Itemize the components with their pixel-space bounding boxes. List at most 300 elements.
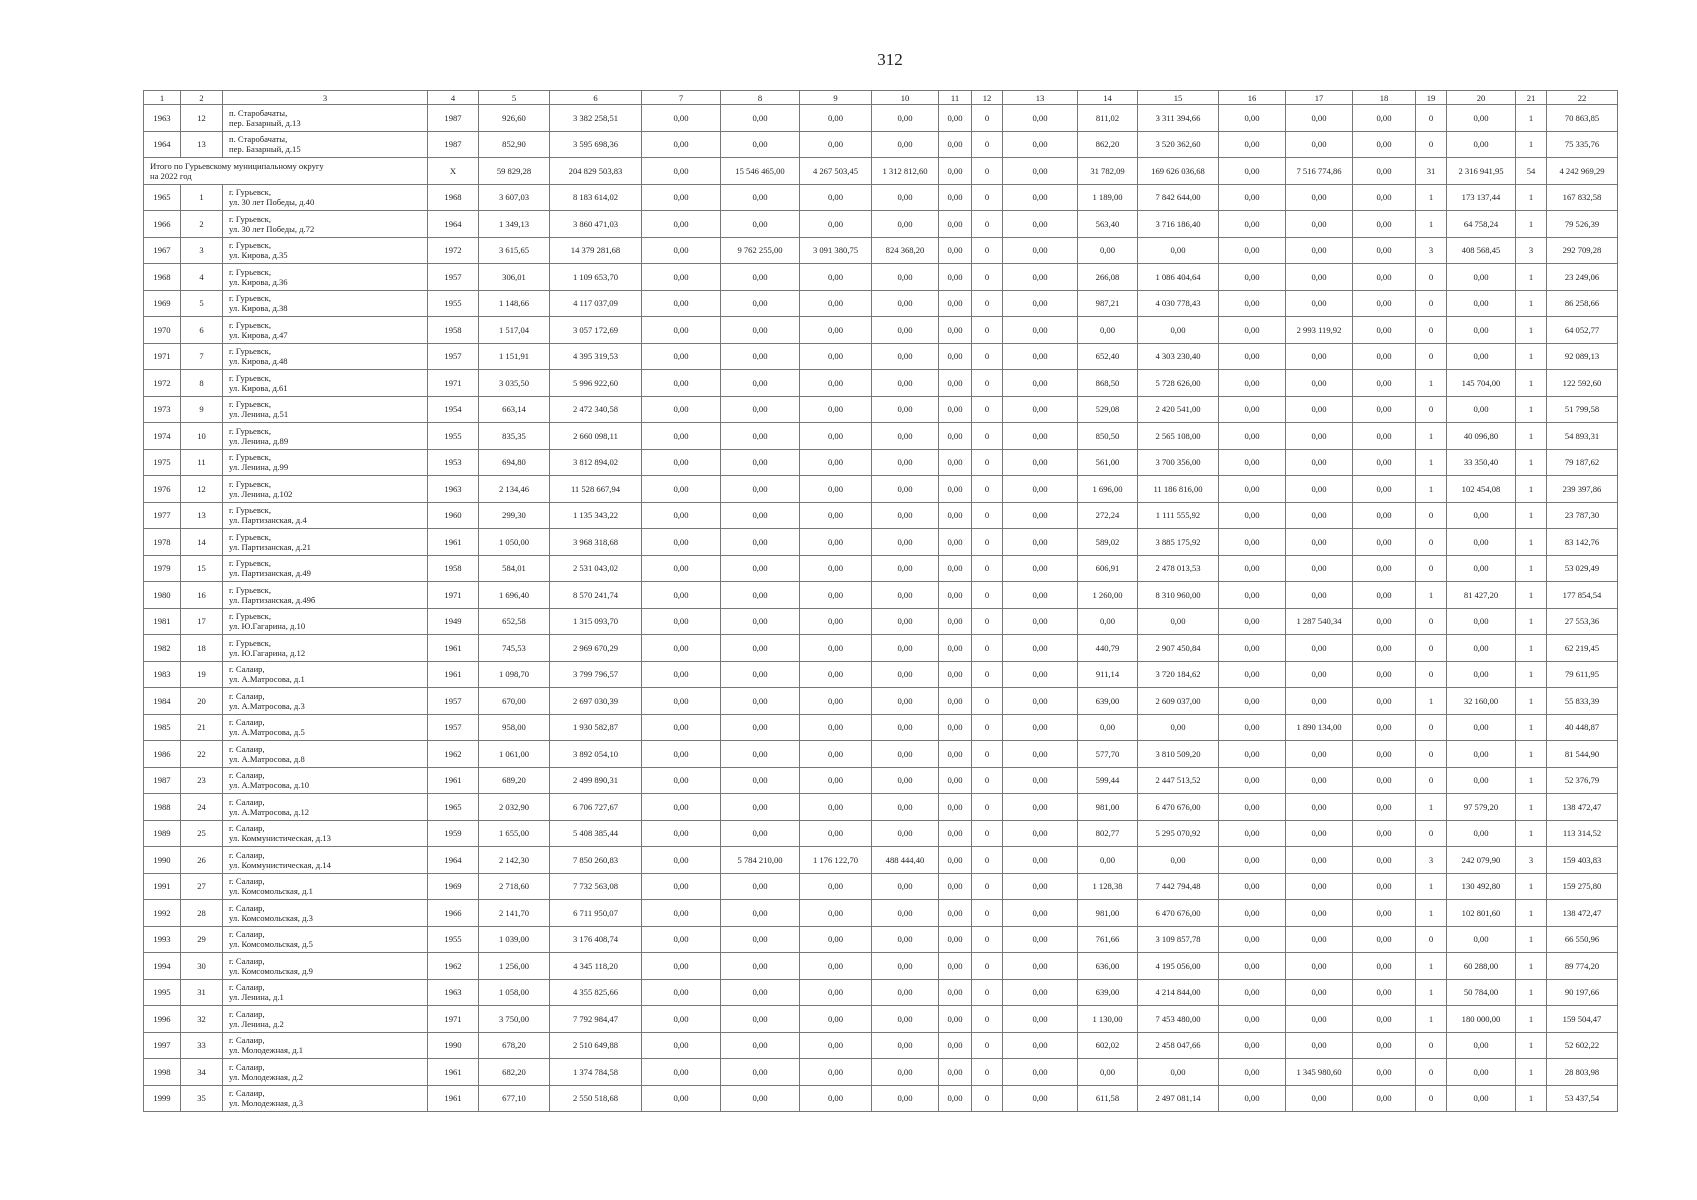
cell-col-7: 0,00: [642, 370, 721, 397]
cell-col-13: 0,00: [1003, 608, 1078, 635]
cell-col-2: 13: [181, 131, 223, 158]
cell-col-16: 0,00: [1219, 396, 1286, 423]
cell-col-11: 0,00: [939, 661, 972, 688]
cell-col-16: 0,00: [1219, 449, 1286, 476]
cell-col-11: 0,00: [939, 767, 972, 794]
cell-col-13: 0,00: [1003, 661, 1078, 688]
cell-col-1: 1987: [144, 767, 181, 794]
cell-col-7: 0,00: [642, 926, 721, 953]
cell-col-21: 1: [1516, 370, 1547, 397]
cell-col-10: 0,00: [872, 979, 939, 1006]
cell-col-9: 0,00: [800, 1059, 872, 1086]
total-cell-col-4: X: [428, 158, 479, 185]
cell-col-22: 159 275,80: [1547, 873, 1618, 900]
cell-col-2: 18: [181, 635, 223, 662]
cell-col-20: 0,00: [1447, 635, 1516, 662]
cell-col-12: 0: [972, 767, 1003, 794]
cell-col-16: 0,00: [1219, 635, 1286, 662]
cell-col-6: 8 570 241,74: [550, 582, 642, 609]
cell-col-9: 0,00: [800, 1085, 872, 1112]
cell-col-6: 7 792 984,47: [550, 1006, 642, 1033]
cell-col-7: 0,00: [642, 794, 721, 821]
total-cell-col-9: 4 267 503,45: [800, 158, 872, 185]
cell-col-14: 1 130,00: [1078, 1006, 1138, 1033]
cell-col-11: 0,00: [939, 847, 972, 874]
cell-col-21: 1: [1516, 449, 1547, 476]
address-cell: г. Гурьевск, ул. 30 лет Победы, д.40: [223, 184, 428, 211]
cell-col-13: 0,00: [1003, 847, 1078, 874]
cell-col-19: 0: [1416, 741, 1447, 768]
address-cell: г. Салаир, ул. Молодежная, д.3: [223, 1085, 428, 1112]
cell-col-4: 1958: [428, 555, 479, 582]
address-cell: г. Гурьевск, ул. Кирова, д.36: [223, 264, 428, 291]
cell-col-22: 52 376,79: [1547, 767, 1618, 794]
cell-col-17: 0,00: [1286, 264, 1353, 291]
cell-col-15: 2 565 108,00: [1138, 423, 1219, 450]
column-header-7: 7: [642, 91, 721, 105]
cell-col-2: 9: [181, 396, 223, 423]
cell-col-21: 1: [1516, 979, 1547, 1006]
address-cell: г. Гурьевск, ул. Кирова, д.48: [223, 343, 428, 370]
cell-col-19: 0: [1416, 767, 1447, 794]
cell-col-12: 0: [972, 741, 1003, 768]
cell-col-21: 1: [1516, 131, 1547, 158]
cell-col-11: 0,00: [939, 714, 972, 741]
cell-col-20: 40 096,80: [1447, 423, 1516, 450]
cell-col-12: 0: [972, 211, 1003, 238]
total-cell-col-14: 31 782,09: [1078, 158, 1138, 185]
cell-col-17: 0,00: [1286, 741, 1353, 768]
cell-col-21: 1: [1516, 290, 1547, 317]
cell-col-15: 0,00: [1138, 317, 1219, 344]
cell-col-9: 0,00: [800, 953, 872, 980]
cell-col-12: 0: [972, 317, 1003, 344]
cell-col-14: 0,00: [1078, 317, 1138, 344]
cell-col-14: 802,77: [1078, 820, 1138, 847]
total-cell-col-8: 15 546 465,00: [721, 158, 800, 185]
cell-col-2: 26: [181, 847, 223, 874]
cell-col-10: 0,00: [872, 688, 939, 715]
cell-col-8: 0,00: [721, 396, 800, 423]
cell-col-17: 0,00: [1286, 529, 1353, 556]
cell-col-5: 1 655,00: [479, 820, 550, 847]
cell-col-4: 1965: [428, 794, 479, 821]
cell-col-6: 2 499 890,31: [550, 767, 642, 794]
cell-col-16: 0,00: [1219, 953, 1286, 980]
cell-col-11: 0,00: [939, 502, 972, 529]
cell-col-8: 0,00: [721, 1006, 800, 1033]
cell-col-12: 0: [972, 423, 1003, 450]
cell-col-14: 602,02: [1078, 1032, 1138, 1059]
cell-col-22: 79 526,39: [1547, 211, 1618, 238]
cell-col-4: 1958: [428, 317, 479, 344]
cell-col-8: 0,00: [721, 1059, 800, 1086]
cell-col-6: 3 799 796,57: [550, 661, 642, 688]
cell-col-8: 0,00: [721, 635, 800, 662]
cell-col-12: 0: [972, 529, 1003, 556]
cell-col-2: 33: [181, 1032, 223, 1059]
cell-col-17: 1 890 134,00: [1286, 714, 1353, 741]
cell-col-22: 83 142,76: [1547, 529, 1618, 556]
cell-col-13: 0,00: [1003, 184, 1078, 211]
cell-col-19: 0: [1416, 317, 1447, 344]
cell-col-20: 0,00: [1447, 741, 1516, 768]
cell-col-8: 0,00: [721, 449, 800, 476]
cell-col-12: 0: [972, 582, 1003, 609]
cell-col-13: 0,00: [1003, 105, 1078, 132]
cell-col-21: 1: [1516, 211, 1547, 238]
cell-col-9: 3 091 380,75: [800, 237, 872, 264]
cell-col-18: 0,00: [1353, 1032, 1416, 1059]
cell-col-20: 0,00: [1447, 343, 1516, 370]
cell-col-18: 0,00: [1353, 847, 1416, 874]
cell-col-14: 606,91: [1078, 555, 1138, 582]
cell-col-8: 0,00: [721, 423, 800, 450]
cell-col-15: 0,00: [1138, 847, 1219, 874]
cell-col-12: 0: [972, 794, 1003, 821]
cell-col-8: 0,00: [721, 794, 800, 821]
cell-col-6: 3 176 408,74: [550, 926, 642, 953]
cell-col-14: 529,08: [1078, 396, 1138, 423]
cell-col-9: 0,00: [800, 741, 872, 768]
cell-col-20: 0,00: [1447, 926, 1516, 953]
cell-col-17: 0,00: [1286, 396, 1353, 423]
cell-col-11: 0,00: [939, 105, 972, 132]
column-header-17: 17: [1286, 91, 1353, 105]
cell-col-11: 0,00: [939, 688, 972, 715]
cell-col-13: 0,00: [1003, 582, 1078, 609]
cell-col-19: 1: [1416, 953, 1447, 980]
cell-col-21: 1: [1516, 767, 1547, 794]
cell-col-7: 0,00: [642, 635, 721, 662]
cell-col-7: 0,00: [642, 953, 721, 980]
cell-col-1: 1968: [144, 264, 181, 291]
cell-col-4: 1987: [428, 131, 479, 158]
cell-col-12: 0: [972, 264, 1003, 291]
cell-col-14: 611,58: [1078, 1085, 1138, 1112]
table-row: [144, 343, 1618, 370]
cell-col-1: 1965: [144, 184, 181, 211]
cell-col-6: 3 382 258,51: [550, 105, 642, 132]
cell-col-19: 1: [1416, 1006, 1447, 1033]
cell-col-11: 0,00: [939, 211, 972, 238]
cell-col-5: 694,80: [479, 449, 550, 476]
cell-col-9: 0,00: [800, 449, 872, 476]
cell-col-15: 8 310 960,00: [1138, 582, 1219, 609]
cell-col-15: 2 458 047,66: [1138, 1032, 1219, 1059]
cell-col-16: 0,00: [1219, 502, 1286, 529]
table-row: [144, 131, 1618, 158]
cell-col-7: 0,00: [642, 820, 721, 847]
cell-col-8: 9 762 255,00: [721, 237, 800, 264]
cell-col-16: 0,00: [1219, 237, 1286, 264]
cell-col-16: 0,00: [1219, 290, 1286, 317]
address-cell: г. Салаир, ул. А.Матросова, д.1: [223, 661, 428, 688]
cell-col-15: 0,00: [1138, 714, 1219, 741]
total-row: [144, 158, 1618, 185]
cell-col-18: 0,00: [1353, 661, 1416, 688]
cell-col-17: 0,00: [1286, 343, 1353, 370]
cell-col-9: 0,00: [800, 502, 872, 529]
cell-col-14: 850,50: [1078, 423, 1138, 450]
table-row: [144, 979, 1618, 1006]
table-row: [144, 1006, 1618, 1033]
cell-col-16: 0,00: [1219, 847, 1286, 874]
cell-col-7: 0,00: [642, 423, 721, 450]
cell-col-19: 0: [1416, 396, 1447, 423]
cell-col-4: 1959: [428, 820, 479, 847]
cell-col-11: 0,00: [939, 900, 972, 927]
cell-col-13: 0,00: [1003, 820, 1078, 847]
cell-col-5: 306,01: [479, 264, 550, 291]
address-cell: г. Салаир, ул. А.Матросова, д.5: [223, 714, 428, 741]
cell-col-19: 0: [1416, 105, 1447, 132]
cell-col-8: 0,00: [721, 926, 800, 953]
cell-col-5: 1 696,40: [479, 582, 550, 609]
cell-col-13: 0,00: [1003, 449, 1078, 476]
cell-col-4: 1955: [428, 290, 479, 317]
cell-col-21: 1: [1516, 264, 1547, 291]
table-row: [144, 1085, 1618, 1112]
cell-col-12: 0: [972, 608, 1003, 635]
cell-col-6: 6 706 727,67: [550, 794, 642, 821]
cell-col-14: 761,66: [1078, 926, 1138, 953]
cell-col-10: 0,00: [872, 290, 939, 317]
address-cell: г. Гурьевск, ул. 30 лет Победы, д.72: [223, 211, 428, 238]
cell-col-21: 1: [1516, 820, 1547, 847]
cell-col-5: 3 615,65: [479, 237, 550, 264]
cell-col-22: 138 472,47: [1547, 900, 1618, 927]
cell-col-2: 12: [181, 476, 223, 503]
cell-col-1: 1966: [144, 211, 181, 238]
cell-col-7: 0,00: [642, 211, 721, 238]
cell-col-5: 2 141,70: [479, 900, 550, 927]
cell-col-2: 17: [181, 608, 223, 635]
column-header-16: 16: [1219, 91, 1286, 105]
cell-col-16: 0,00: [1219, 794, 1286, 821]
cell-col-10: 0,00: [872, 184, 939, 211]
cell-col-13: 0,00: [1003, 1006, 1078, 1033]
cell-col-14: 639,00: [1078, 688, 1138, 715]
cell-col-4: 1966: [428, 900, 479, 927]
cell-col-16: 0,00: [1219, 343, 1286, 370]
cell-col-5: 3 750,00: [479, 1006, 550, 1033]
column-header-13: 13: [1003, 91, 1078, 105]
cell-col-7: 0,00: [642, 1006, 721, 1033]
cell-col-2: 16: [181, 582, 223, 609]
cell-col-12: 0: [972, 184, 1003, 211]
cell-col-6: 14 379 281,68: [550, 237, 642, 264]
cell-col-7: 0,00: [642, 900, 721, 927]
cell-col-2: 3: [181, 237, 223, 264]
cell-col-14: 0,00: [1078, 1059, 1138, 1086]
cell-col-16: 0,00: [1219, 1032, 1286, 1059]
cell-col-12: 0: [972, 396, 1003, 423]
cell-col-15: 3 720 184,62: [1138, 661, 1219, 688]
cell-col-2: 31: [181, 979, 223, 1006]
cell-col-18: 0,00: [1353, 714, 1416, 741]
cell-col-6: 2 550 518,68: [550, 1085, 642, 1112]
cell-col-18: 0,00: [1353, 688, 1416, 715]
cell-col-16: 0,00: [1219, 820, 1286, 847]
cell-col-1: 1986: [144, 741, 181, 768]
cell-col-4: 1957: [428, 688, 479, 715]
cell-col-6: 2 531 043,02: [550, 555, 642, 582]
cell-col-4: 1957: [428, 714, 479, 741]
table-row: [144, 635, 1618, 662]
cell-col-10: 0,00: [872, 794, 939, 821]
cell-col-13: 0,00: [1003, 953, 1078, 980]
table-row: [144, 1059, 1618, 1086]
cell-col-7: 0,00: [642, 1059, 721, 1086]
cell-col-18: 0,00: [1353, 900, 1416, 927]
cell-col-13: 0,00: [1003, 767, 1078, 794]
cell-col-16: 0,00: [1219, 926, 1286, 953]
cell-col-2: 5: [181, 290, 223, 317]
cell-col-5: 670,00: [479, 688, 550, 715]
column-header-2: 2: [181, 91, 223, 105]
cell-col-5: 663,14: [479, 396, 550, 423]
cell-col-21: 1: [1516, 661, 1547, 688]
cell-col-15: 3 520 362,60: [1138, 131, 1219, 158]
column-header-4: 4: [428, 91, 479, 105]
cell-col-20: 0,00: [1447, 396, 1516, 423]
cell-col-10: 0,00: [872, 264, 939, 291]
cell-col-8: 0,00: [721, 502, 800, 529]
cell-col-14: 981,00: [1078, 794, 1138, 821]
cell-col-8: 0,00: [721, 529, 800, 556]
capital-repair-table: [143, 90, 1618, 1112]
cell-col-7: 0,00: [642, 237, 721, 264]
cell-col-13: 0,00: [1003, 131, 1078, 158]
cell-col-15: 2 447 513,52: [1138, 767, 1219, 794]
cell-col-10: 0,00: [872, 1032, 939, 1059]
cell-col-17: 0,00: [1286, 502, 1353, 529]
cell-col-2: 11: [181, 449, 223, 476]
cell-col-1: 1997: [144, 1032, 181, 1059]
cell-col-13: 0,00: [1003, 502, 1078, 529]
cell-col-20: 102 801,60: [1447, 900, 1516, 927]
table-row: [144, 476, 1618, 503]
cell-col-15: 5 295 070,92: [1138, 820, 1219, 847]
cell-col-8: 0,00: [721, 900, 800, 927]
cell-col-1: 1974: [144, 423, 181, 450]
cell-col-18: 0,00: [1353, 767, 1416, 794]
cell-col-20: 0,00: [1447, 502, 1516, 529]
cell-col-8: 0,00: [721, 264, 800, 291]
cell-col-22: 75 335,76: [1547, 131, 1618, 158]
cell-col-5: 1 098,70: [479, 661, 550, 688]
cell-col-11: 0,00: [939, 264, 972, 291]
cell-col-18: 0,00: [1353, 449, 1416, 476]
cell-col-18: 0,00: [1353, 635, 1416, 662]
cell-col-10: 0,00: [872, 555, 939, 582]
address-cell: г. Салаир, ул. Комсомольская, д.1: [223, 873, 428, 900]
cell-col-7: 0,00: [642, 317, 721, 344]
cell-col-4: 1953: [428, 449, 479, 476]
cell-col-17: 0,00: [1286, 211, 1353, 238]
total-cell-col-18: 0,00: [1353, 158, 1416, 185]
cell-col-22: 122 592,60: [1547, 370, 1618, 397]
cell-col-22: 177 854,54: [1547, 582, 1618, 609]
cell-col-4: 1987: [428, 105, 479, 132]
table-row: [144, 370, 1618, 397]
cell-col-8: 0,00: [721, 317, 800, 344]
cell-col-11: 0,00: [939, 1085, 972, 1112]
cell-col-7: 0,00: [642, 502, 721, 529]
address-cell: г. Салаир, ул. Комсомольская, д.5: [223, 926, 428, 953]
cell-col-14: 0,00: [1078, 847, 1138, 874]
cell-col-9: 0,00: [800, 211, 872, 238]
cell-col-21: 1: [1516, 502, 1547, 529]
cell-col-15: 11 186 816,00: [1138, 476, 1219, 503]
cell-col-5: 835,35: [479, 423, 550, 450]
cell-col-4: 1969: [428, 873, 479, 900]
table-row: [144, 873, 1618, 900]
cell-col-7: 0,00: [642, 873, 721, 900]
cell-col-5: 1 517,04: [479, 317, 550, 344]
cell-col-11: 0,00: [939, 635, 972, 662]
cell-col-10: 0,00: [872, 714, 939, 741]
cell-col-10: 0,00: [872, 449, 939, 476]
cell-col-8: 0,00: [721, 661, 800, 688]
column-header-15: 15: [1138, 91, 1219, 105]
cell-col-17: 2 993 119,92: [1286, 317, 1353, 344]
cell-col-20: 173 137,44: [1447, 184, 1516, 211]
cell-col-20: 50 784,00: [1447, 979, 1516, 1006]
column-number-row: [144, 91, 1618, 105]
cell-col-11: 0,00: [939, 290, 972, 317]
cell-col-17: 0,00: [1286, 105, 1353, 132]
cell-col-17: 0,00: [1286, 953, 1353, 980]
cell-col-9: 0,00: [800, 396, 872, 423]
cell-col-1: 1989: [144, 820, 181, 847]
cell-col-13: 0,00: [1003, 555, 1078, 582]
cell-col-13: 0,00: [1003, 1059, 1078, 1086]
cell-col-16: 0,00: [1219, 1059, 1286, 1086]
cell-col-6: 2 697 030,39: [550, 688, 642, 715]
address-cell: г. Салаир, ул. Комсомольская, д.3: [223, 900, 428, 927]
cell-col-8: 0,00: [721, 688, 800, 715]
cell-col-10: 0,00: [872, 608, 939, 635]
cell-col-17: 0,00: [1286, 1006, 1353, 1033]
cell-col-12: 0: [972, 1006, 1003, 1033]
cell-col-7: 0,00: [642, 847, 721, 874]
cell-col-13: 0,00: [1003, 317, 1078, 344]
cell-col-20: 0,00: [1447, 820, 1516, 847]
cell-col-4: 1990: [428, 1032, 479, 1059]
cell-col-11: 0,00: [939, 953, 972, 980]
cell-col-19: 1: [1416, 979, 1447, 1006]
cell-col-16: 0,00: [1219, 979, 1286, 1006]
cell-col-2: 32: [181, 1006, 223, 1033]
cell-col-2: 19: [181, 661, 223, 688]
cell-col-4: 1962: [428, 953, 479, 980]
column-header-21: 21: [1516, 91, 1547, 105]
cell-col-2: 24: [181, 794, 223, 821]
cell-col-13: 0,00: [1003, 529, 1078, 556]
cell-col-19: 0: [1416, 131, 1447, 158]
cell-col-21: 1: [1516, 1085, 1547, 1112]
cell-col-18: 0,00: [1353, 926, 1416, 953]
cell-col-6: 3 595 698,36: [550, 131, 642, 158]
cell-col-11: 0,00: [939, 449, 972, 476]
cell-col-16: 0,00: [1219, 1006, 1286, 1033]
cell-col-13: 0,00: [1003, 343, 1078, 370]
cell-col-8: 0,00: [721, 714, 800, 741]
cell-col-6: 5 996 922,60: [550, 370, 642, 397]
address-cell: г. Салаир, ул. Коммунистическая, д.13: [223, 820, 428, 847]
